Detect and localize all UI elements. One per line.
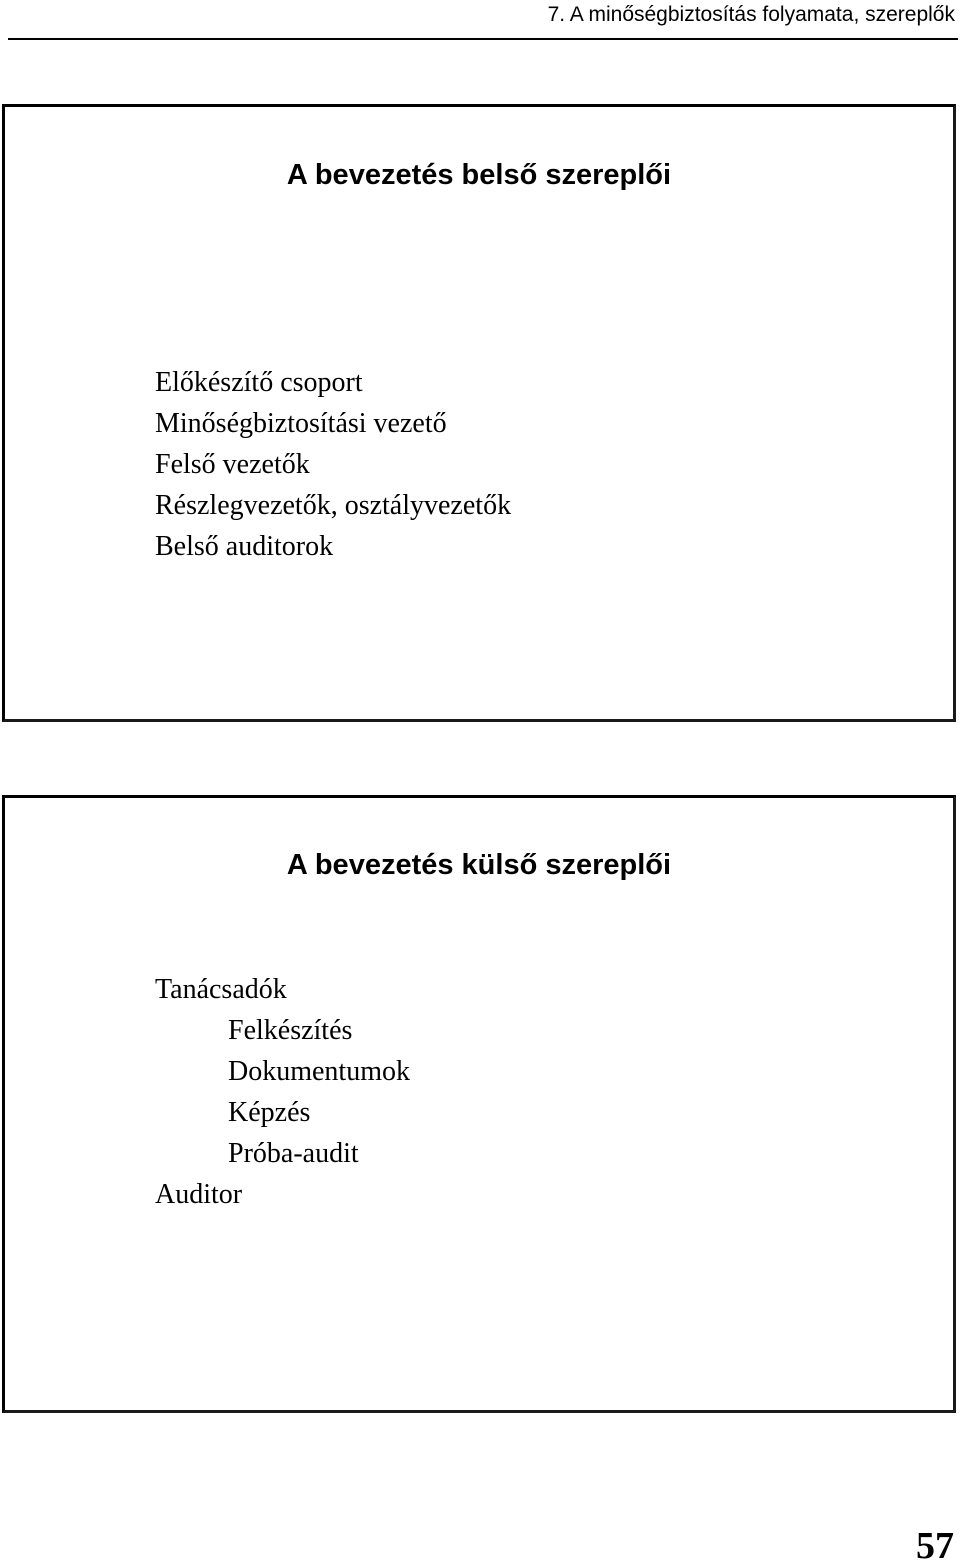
list-item: Előkészítő csoport (155, 367, 363, 398)
list-subitem: Dokumentumok (228, 1056, 410, 1087)
list-item: Belső auditorok (155, 531, 334, 562)
list-item: Auditor (155, 1179, 243, 1210)
slide-title: A bevezetés belső szereplői (286, 159, 672, 191)
list-subitem: Próba-audit (228, 1138, 359, 1169)
page-number: 57 (916, 1525, 954, 1566)
slide-internal-actors (2, 104, 956, 722)
list-item: Részlegvezetők, osztályvezetők (155, 490, 512, 521)
list-item: Minőségbiztosítási vezető (155, 408, 447, 439)
header-rule (8, 38, 958, 40)
list-subitem: Képzés (228, 1097, 311, 1128)
list-item: Felső vezetők (155, 449, 310, 480)
actor-list (155, 969, 410, 1215)
slide-external-actors (2, 795, 956, 1413)
running-header: 7. A minőségbiztosítás folyamata, szereplők (547, 3, 955, 26)
actor-list (155, 362, 511, 567)
list-subitem: Felkészítés (228, 1015, 353, 1046)
slide-title: A bevezetés külső szereplői (286, 849, 672, 881)
list-item: Tanácsadók (155, 974, 287, 1005)
